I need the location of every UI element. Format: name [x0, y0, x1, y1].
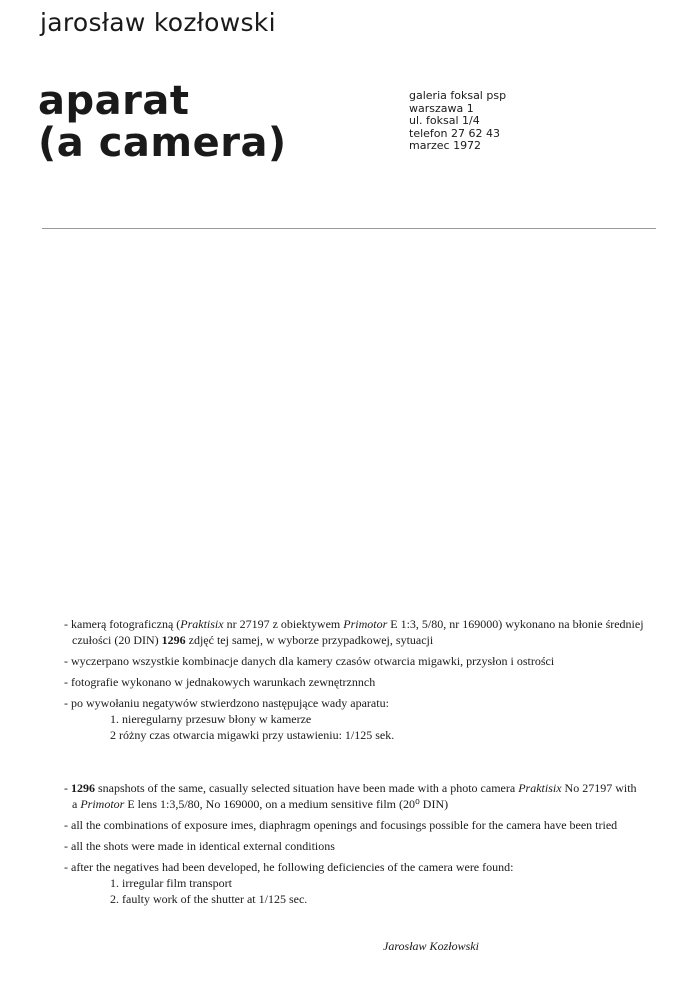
polish-subitem: 2 różny czas otwarcia migawki przy ustawieniu: 1/125 sek.	[110, 728, 395, 742]
lens-model: Primotor	[80, 797, 125, 811]
photo-count: 1296	[161, 633, 186, 647]
camera-model: Praktisix	[180, 617, 224, 631]
polish-subitem: 1. nieregularny przesuw błony w kamerze	[110, 712, 312, 726]
venue-gallery: galeria foksal psp	[409, 89, 507, 102]
text-run: E lens 1:3,5/80, No 169000, on a medium sensitive film (20⁰ DIN)	[124, 797, 449, 811]
text-run: zdjęć tej samej, w wyborze przypadkowej, sytuacji	[185, 633, 434, 647]
polish-item: - po wywołaniu negatywów stwierdzono następujące wady aparatu:	[64, 696, 389, 710]
photo-count: 1296	[71, 781, 95, 795]
signature: Jarosław Kozłowski	[383, 939, 479, 953]
venue-street: ul. foksal 1/4	[409, 114, 480, 127]
english-subitem: 1. irregular film transport	[110, 876, 232, 890]
text-run: E 1:3, 5/80, nr 169000) wykonano na błonie średniej czułości (20 DIN)	[72, 617, 644, 647]
english-item: - all the combinations of exposure imes, diaphragm openings and focusings possible for the camera have been tried	[64, 818, 618, 832]
text-run: No 27197 with a	[72, 781, 637, 811]
title-line-2: (a camera)	[38, 120, 287, 166]
polish-text	[64, 616, 644, 743]
text-run: nr 27197 z obiektywem	[223, 617, 344, 631]
english-text	[64, 780, 644, 907]
artist-name: jarosław kozłowski	[40, 8, 276, 37]
polish-item	[64, 616, 644, 648]
text-run: -	[64, 781, 71, 795]
exhibition-title	[38, 80, 287, 164]
polish-item: - fotografie wykonano w jednakowych warunkach zewnętrznnch	[64, 675, 376, 689]
camera-model: Praktisix	[518, 781, 562, 795]
title-line-1: aparat	[38, 78, 190, 124]
text-run: snapshots of the same, casually selected situation have been made with a photo camera	[95, 781, 519, 795]
english-item: - all the shots were made in identical external conditions	[64, 839, 335, 853]
venue-info	[409, 90, 506, 153]
lens-model: Primotor	[343, 617, 388, 631]
header-divider	[42, 228, 656, 229]
english-item	[64, 780, 644, 812]
venue-date: marzec 1972	[409, 139, 482, 152]
polish-item: - wyczerpano wszystkie kombinacje danych dla kamery czasów otwarcia migawki, przysłon i ostrości	[64, 654, 555, 668]
venue-phone: telefon 27 62 43	[409, 126, 500, 140]
english-item: - after the negatives had been developed, he following deficiencies of the camera were found:	[64, 860, 514, 874]
venue-city: warszawa 1	[409, 101, 474, 115]
text-run: - kamerą fotograficzną (	[64, 617, 181, 631]
english-subitem: 2. faulty work of the shutter at 1/125 sec.	[110, 892, 308, 906]
